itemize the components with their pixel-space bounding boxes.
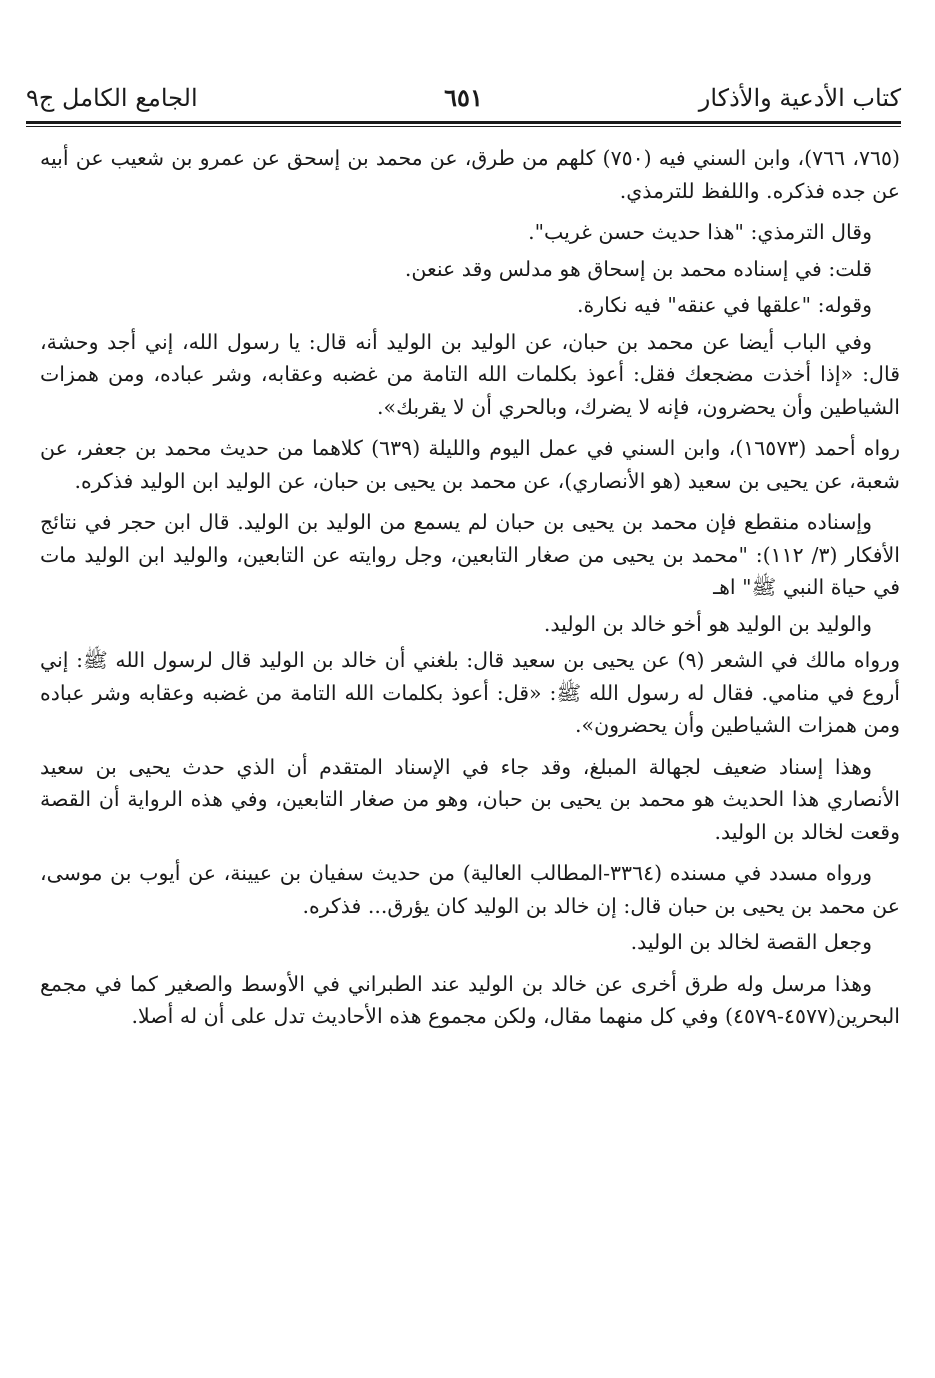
paragraph-9: ورواه مالك في الشعر (٩) عن يحيى بن سعيد قال: بلغني أن خالد بن الوليد قال لرسول الله ﷺ: إني أروع في منامي. فقال له رسول الله ﷺ: «قل: أعوذ بكلمات الله التامة من غضبه وعقابه وشر عباده ومن همزات الشياطين وأن يحضرون». (40, 648, 901, 737)
paragraph-12: وجعل القصة لخالد بن الوليد. (630, 930, 872, 954)
paragraph-8: والوليد بن الوليد هو أخو خالد بن الوليد. (543, 611, 872, 636)
page-body (40, 142, 900, 1042)
page-number: ٦٥١ (444, 83, 483, 112)
paragraph-10: وهذا إسناد ضعيف لجهالة المبلغ، وقد جاء في الإسناد المتقدم أن الذي حدث يحيى بن سعيد الأنصاري هذا الحديث هو محمد بن يحيى بن حبان، وهو من صغار التابعين، وفي هذه الرواية أن القصة وقعت لخالد بن الوليد. (40, 754, 900, 844)
paragraph-2: وقال الترمذي: "هذا حديث حسن غريب". (528, 220, 872, 244)
series-title: الجامع الكامل ج٩ (26, 84, 198, 112)
paragraph-4: وقوله: "علقها في عنقه" فيه نكارة. (576, 293, 872, 317)
header-rule-thin (26, 126, 901, 127)
paragraph-13: وهذا مرسل وله طرق أخرى عن خالد بن الوليد عند الطبراني في الأوسط والصغير كما في مجمع البحرين(٤٥٧٧-٤٥٧٩) وفي كل منهما مقال، ولكن مجموع هذه الأحاديث تدل على أن له أصلا. (40, 971, 900, 1028)
paragraph-3: قلت: في إسناده محمد بن إسحاق هو مدلس وقد عنعن. (404, 256, 872, 281)
book-title: كتاب الأدعية والأذكار (698, 84, 901, 112)
header-rule-thick (26, 121, 901, 124)
paragraph-11: ورواه مسدد في مسنده (٣٣٦٤-المطالب العالية) من حديث سفيان بن عيينة، عن أيوب بن موسى، عن محمد بن يحيى بن حبان قال: إن خالد بن الوليد كان يؤرق... فذكره. (40, 861, 900, 918)
paragraph-1: (٧٦٥، ٧٦٦)، وابن السني فيه (٧٥٠) كلهم من طرق، عن محمد بن إسحق عن عمرو بن شعيب عن أبيه عن جده فذكره. واللفظ للترمذي. (40, 146, 901, 203)
paragraph-5: وفي الباب أيضا عن محمد بن حبان، عن الوليد بن الوليد أنه قال: يا رسول الله، إني أجد وحشة، قال: «إذا أخذت مضجعك فقل: أعوذ بكلمات الله التامة من غضبه وعقابه، وشر عباده، ومن همزات الشياطين وأن يحضرون، فإنه لا يضرك، وبالحري أن لا يقربك». (40, 329, 900, 419)
paragraph-6: رواه أحمد (١٦٥٧٣)، وابن السني في عمل اليوم والليلة (٦٣٩) كلاهما من حديث محمد بن جعفر، عن شعبة، عن يحيى بن سعيد (هو الأنصاري)، عن محمد بن يحيى بن حبان، عن الوليد ابن الوليد فذكره. (40, 436, 901, 493)
page-header (26, 80, 901, 120)
paragraph-7: وإسناده منقطع فإن محمد بن يحيى بن حبان لم يسمع من الوليد بن الوليد. قال ابن حجر في نتائج الأفكار (٣/ ١١٢): "محمد بن يحيى من صغار التابعين، وجل روايته عن التابعين، والوليد ابن الوليد مات في حياة النبي ﷺ" اهـ (40, 510, 900, 599)
